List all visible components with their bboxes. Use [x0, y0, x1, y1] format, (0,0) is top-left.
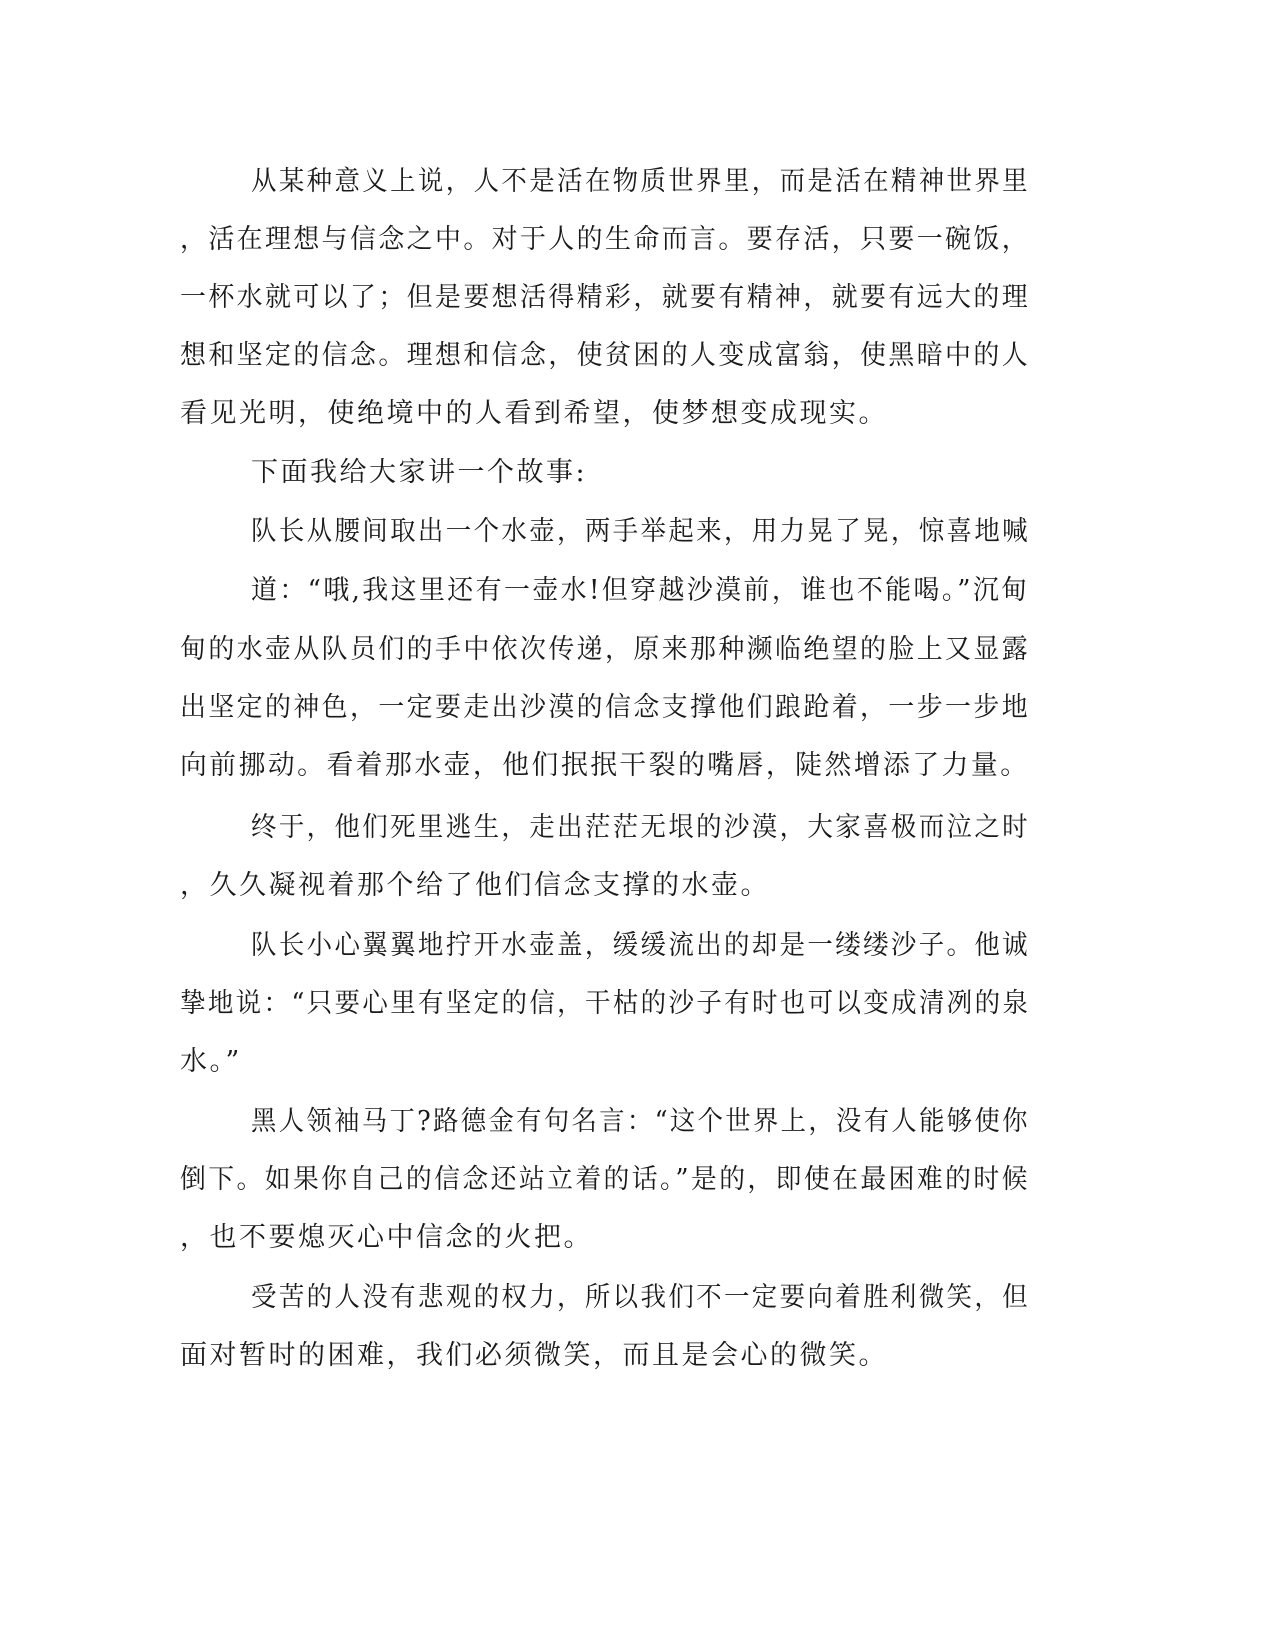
text-line: 倒下。如果你自己的信念还站立着的话。”是的，即使在最困难的时候: [180, 1164, 1030, 1195]
text-line: 甸的水壶从队员们的手中依次传递，原来那种濒临绝望的脸上又显露: [180, 634, 1031, 665]
text-line: 水。”: [180, 1046, 242, 1077]
text-line: 队长从腰间取出一个水壶，两手举起来，用力晃了晃，惊喜地喊: [251, 516, 1031, 547]
text-line: ，久久凝视着那个给了他们信念支撑的水壶。: [180, 870, 770, 901]
text-line: 面对暂时的困难，我们必须微笑，而且是会心的微笑。: [180, 1340, 888, 1371]
text-line: 黑人领袖马丁?路德金有句名言：“这个世界上，没有人能够使你: [251, 1106, 1030, 1137]
text-line: ，活在理想与信念之中。对于人的生命而言。要存活，只要一碗饭，: [180, 224, 1031, 255]
text-line: 终于，他们死里逃生，走出茫茫无垠的沙漠，大家喜极而泣之时: [251, 812, 1031, 843]
text-line: 下面我给大家讲一个故事:: [251, 457, 588, 488]
text-line: 受苦的人没有悲观的权力，所以我们不一定要向着胜利微笑，但: [251, 1282, 1031, 1313]
text-line: 道：“哦,我这里还有一壶水!但穿越沙漠前，谁也不能喝。”沉甸: [251, 575, 1030, 606]
text-line: 一杯水就可以了；但是要想活得精彩，就要有精神，就要有远大的理: [180, 282, 1031, 313]
text-line: 向前挪动。看着那水壶，他们抿抿干裂的嘴唇，陡然增添了力量。: [180, 750, 1030, 781]
text-line: 挚地说：“只要心里有坚定的信，干枯的沙子有时也可以变成清冽的泉: [180, 988, 1031, 1019]
text-line: 队长小心翼翼地拧开水壶盖，缓缓流出的却是一缕缕沙子。他诚: [251, 930, 1031, 961]
text-line: 想和坚定的信念。理想和信念，使贫困的人变成富翁，使黑暗中的人: [180, 340, 1031, 371]
text-line: 从某种意义上说，人不是活在物质世界里，而是活在精神世界里: [251, 166, 1031, 197]
text-line: ，也不要熄灭心中信念的火把。: [180, 1222, 593, 1253]
text-line: 看见光明，使绝境中的人看到希望，使梦想变成现实。: [180, 398, 888, 429]
text-line: 出坚定的神色，一定要走出沙漠的信念支撑他们踉跄着，一步一步地: [180, 692, 1031, 723]
